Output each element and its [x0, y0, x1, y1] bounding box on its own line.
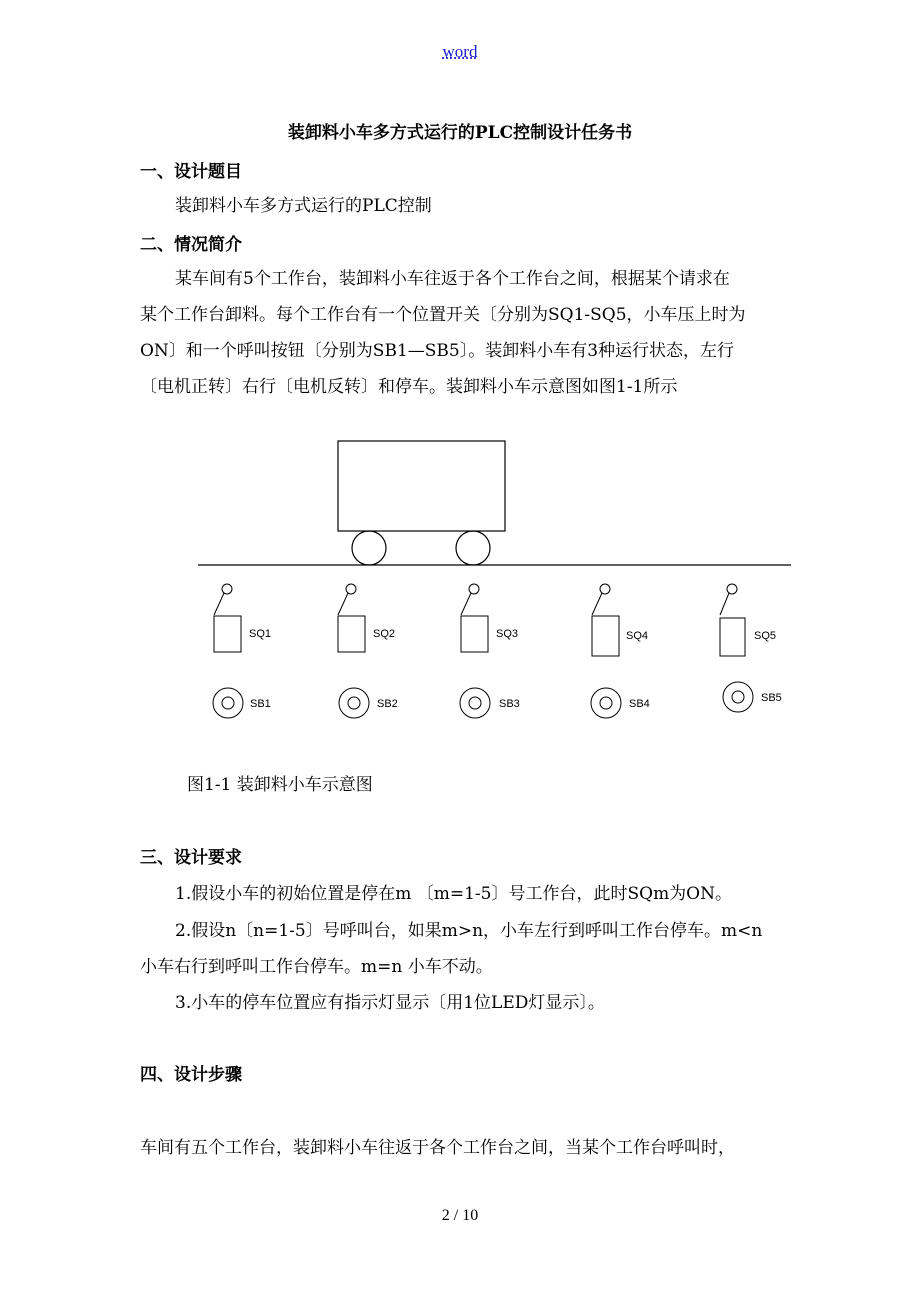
header-word-link[interactable]: word — [442, 42, 478, 61]
switch-label: SQ2 — [373, 628, 396, 640]
section-3-line: 3.小车的停车位置应有指示灯显示〔用1位LED灯显示〕。 — [175, 993, 605, 1013]
call-button-1 — [213, 688, 243, 718]
section-2-heading: 二、情况简介 — [140, 235, 242, 255]
page-number: 2 / 10 — [441, 1207, 479, 1224]
figure-caption: 图1-1 装卸料小车示意图 — [187, 775, 373, 795]
section-1-heading: 一、设计题目 — [140, 162, 242, 182]
document-title: 装卸料小车多方式运行的PLC控制设计任务书 — [287, 123, 633, 143]
section-2-line: 某车间有5个工作台，装卸料小车往返于各个工作台之间，根据某个请求在 — [175, 269, 730, 289]
cart-wheel-right — [456, 531, 490, 565]
section-3-heading: 三、设计要求 — [140, 848, 242, 868]
button-label: SB2 — [377, 698, 398, 710]
button-label: SB5 — [761, 692, 782, 704]
call-button-5 — [723, 682, 753, 712]
position-switch-1 — [214, 584, 241, 652]
section-2-line: ON〕和一个呼叫按钮〔分别为SB1—SB5〕。装卸料小车有3种运行状态，左行 — [140, 341, 735, 361]
button-label: SB4 — [629, 698, 650, 710]
switch-label: SQ4 — [626, 630, 649, 642]
position-switch-2 — [338, 584, 365, 652]
section-4-heading: 四、设计步骤 — [140, 1065, 242, 1085]
call-button-4 — [591, 688, 621, 718]
switch-label: SQ1 — [249, 628, 272, 640]
section-2-line: 某个工作台卸料。每个工作台有一个位置开关〔分别为SQ1-SQ5，小车压上时为 — [140, 305, 746, 325]
call-button-2 — [339, 688, 369, 718]
section-3-line: 1.假设小车的初始位置是停在m 〔m=1-5〕号工作台，此时SQm为ON。 — [175, 884, 732, 904]
button-label: SB3 — [499, 698, 520, 710]
section-1-body: 装卸料小车多方式运行的PLC控制 — [175, 196, 432, 216]
button-label: SB1 — [250, 698, 271, 710]
cart-wheel-left — [352, 531, 386, 565]
cart-body — [338, 441, 505, 531]
switch-label: SQ5 — [754, 630, 777, 642]
section-4-line: 车间有五个工作台，装卸料小车往返于各个工作台之间，当某个工作台呼叫时， — [140, 1138, 735, 1158]
switch-label: SQ3 — [496, 628, 519, 640]
section-2-line: 〔电机正转〕右行〔电机反转〕和停车。装卸料小车示意图如图1-1所示 — [140, 377, 678, 397]
position-switch-3 — [461, 584, 488, 652]
position-switch-4 — [592, 584, 619, 656]
section-3-line: 2.假设n〔n=1-5〕号呼叫台，如果m>n，小车左行到呼叫工作台停车。m<n — [175, 921, 763, 941]
call-button-3 — [460, 688, 490, 718]
position-switch-5 — [720, 584, 745, 656]
section-3-line: 小车右行到呼叫工作台停车。m=n 小车不动。 — [140, 957, 493, 977]
